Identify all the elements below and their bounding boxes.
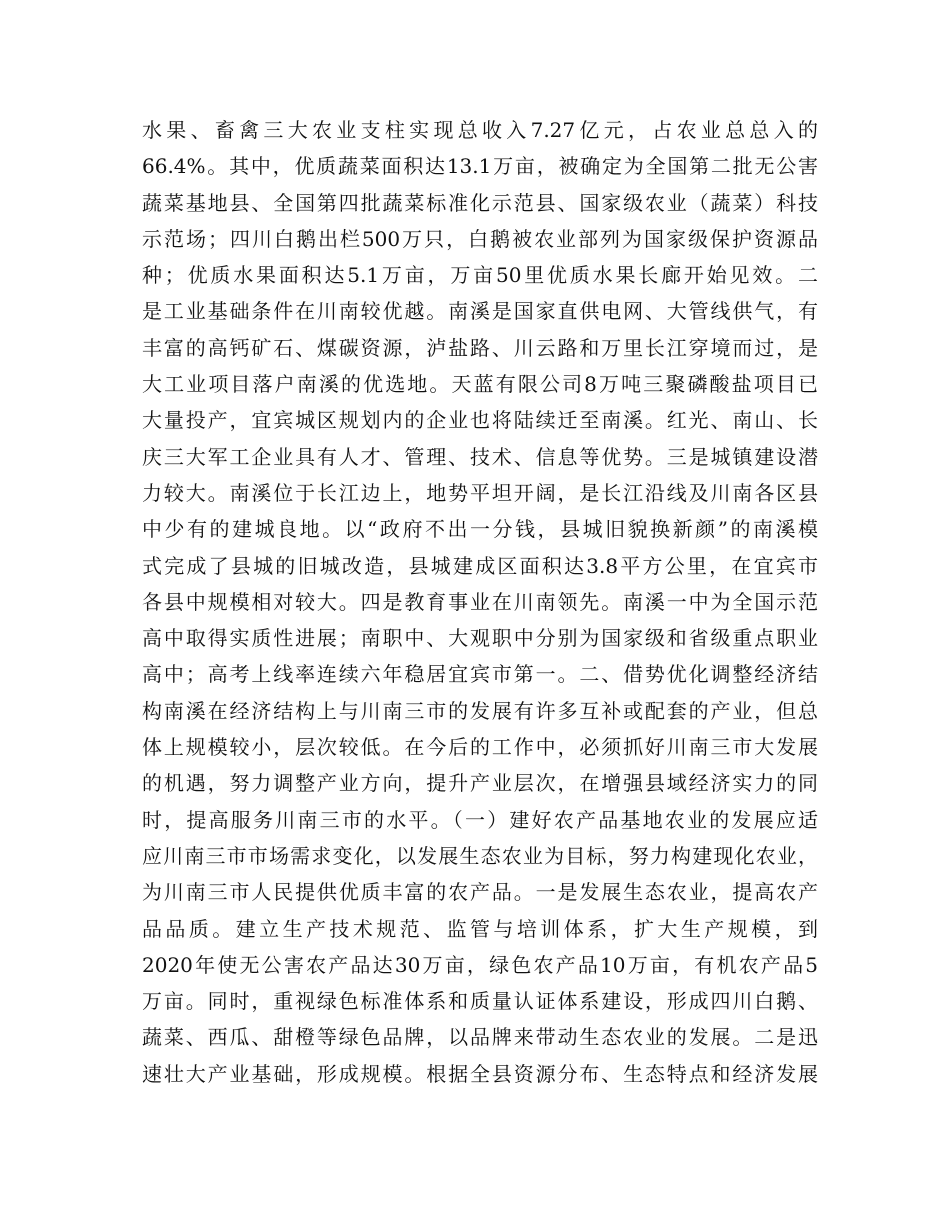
text-line: 大量投产，宜宾城区规划内的企业也将陆续迁至南溪。红光、南山、长 [142, 408, 818, 433]
text-line: 体上规模较小，层次较低。在今后的工作中，必须抓好川南三市大发展 [142, 735, 818, 760]
text-line: 为川南三市人民提供优质丰富的农产品。一是发展生态农业，提高农产 [142, 880, 818, 905]
text-line: 应川南三市市场需求变化，以发展生态农业为目标，努力构建现化农业， [142, 843, 818, 868]
text-line: 式完成了县城的旧城改造，县城建成区面积达3.8平方公里，在宜宾市 [142, 553, 818, 578]
text-line: 力较大。南溪位于长江边上，地势平坦开阔，是长江沿线及川南各区县 [142, 480, 818, 505]
text-line: 各县中规模相对较大。四是教育事业在川南领先。南溪一中为全国示范 [142, 589, 818, 614]
text-line: 种；优质水果面积达5.1万亩，万亩50里优质水果长廊开始见效。二 [142, 263, 818, 288]
text-line: 66.4%。其中，优质蔬菜面积达13.1万亩，被确定为全国第二批无公害 [142, 154, 818, 179]
text-line: 水果、畜禽三大农业支柱实现总收入7.27亿元，占农业总总入的 [142, 118, 818, 142]
text-line: 2020年使无公害农产品达30万亩，绿色农产品10万亩，有机农产品5 [142, 952, 818, 977]
text-line: 高中；高考上线率连续六年稳居宜宾市第一。二、借势优化调整经济结 [142, 662, 818, 687]
text-line: 庆三大军工企业具有人才、管理、技术、信息等优势。三是城镇建设潜 [142, 444, 818, 469]
text-line: 丰富的高钙矿石、煤碳资源，泸盐路、川云路和万里长江穿境而过，是 [142, 335, 818, 360]
text-line: 的机遇，努力调整产业方向，提升产业层次，在增强县域经济实力的同 [142, 771, 818, 796]
text-line: 中少有的建城良地。以“政府不出一分钱，县城旧貌换新颜”的南溪模 [142, 517, 818, 542]
text-line: 示范场；四川白鹅出栏500万只，白鹅被农业部列为国家级保护资源品 [142, 226, 818, 251]
text-line: 万亩。同时，重视绿色标准体系和质量认证体系建设，形成四川白鹅、 [142, 989, 818, 1014]
text-line: 构南溪在经济结构上与川南三市的发展有许多互补或配套的产业，但总 [142, 698, 818, 723]
text-line: 时，提高服务川南三市的水平。（一）建好农产品基地农业的发展应适 [142, 807, 818, 832]
text-line: 是工业基础条件在川南较优越。南溪是国家直供电网、大管线供气，有 [142, 299, 818, 324]
text-line: 蔬菜基地县、全国第四批蔬菜标准化示范县、国家级农业（蔬菜）科技 [142, 190, 818, 215]
text-line: 高中取得实质性进展；南职中、大观职中分别为国家级和省级重点职业 [142, 626, 818, 651]
text-line: 速壮大产业基础，形成规模。根据全县资源分布、生态特点和经济发展 [142, 1061, 818, 1086]
body-text [142, 112, 818, 1092]
text-line: 品品质。建立生产技术规范、监管与培训体系，扩大生产规模，到 [142, 916, 818, 941]
text-line: 大工业项目落户南溪的优选地。天蓝有限公司8万吨三聚磷酸盐项目已 [142, 372, 818, 397]
text-line: 蔬菜、西瓜、甜橙等绿色品牌，以品牌来带动生态农业的发展。二是迅 [142, 1025, 818, 1050]
